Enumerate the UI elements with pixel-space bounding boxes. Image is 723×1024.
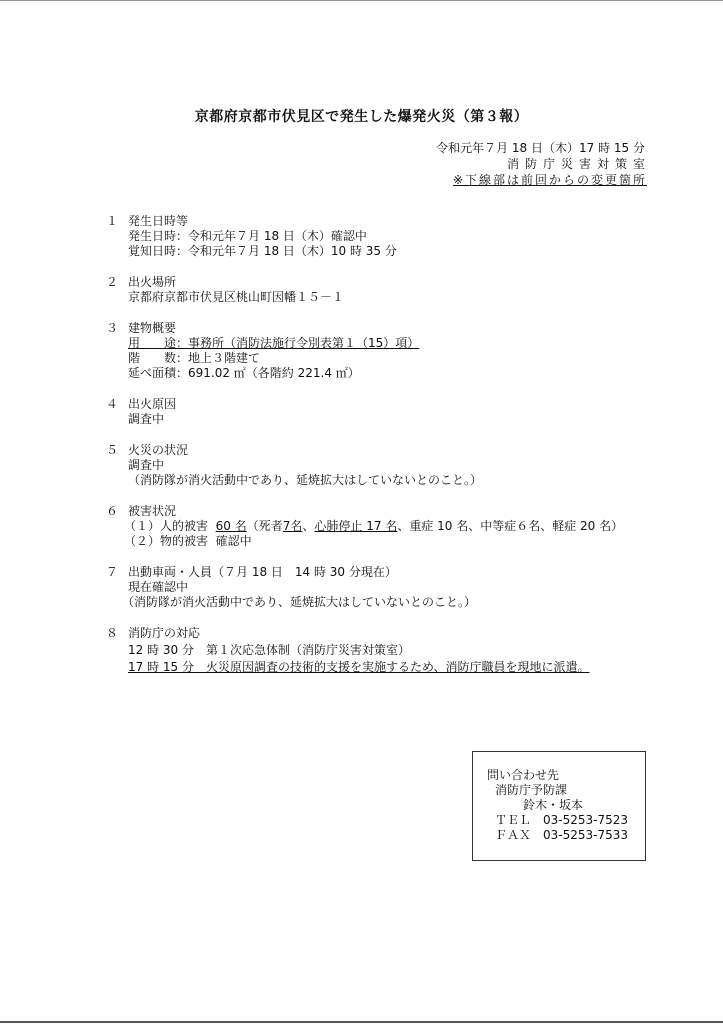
section-number: ３ xyxy=(106,321,119,335)
contact-box xyxy=(472,751,646,861)
human-damage-rest: 、重症 10 名、中等症６名、軽症 20 名） xyxy=(397,519,624,533)
section-number: ４ xyxy=(106,397,119,411)
section-cause xyxy=(106,397,666,427)
section-heading: 出火原因 xyxy=(128,397,177,411)
fire-status: 調査中 xyxy=(128,458,165,472)
section-dispatch xyxy=(106,565,666,610)
human-damage-label: （１）人的被害 xyxy=(124,519,209,533)
section-number: ８ xyxy=(106,626,119,640)
response-entry: 12 時 30 分 第１次応急体制（消防庁災害対策室） xyxy=(128,643,410,657)
section-number: ７ xyxy=(106,565,119,579)
human-damage-sep: 、 xyxy=(302,519,315,533)
section-location xyxy=(106,275,666,305)
section-number: ６ xyxy=(106,504,119,518)
human-damage-dead: 7名 xyxy=(282,519,303,533)
property-damage xyxy=(124,534,666,549)
building-use: 用 途：事務所（消防法施行令別表第１（15）項） xyxy=(128,336,420,350)
section-heading: 被害状況 xyxy=(128,504,177,518)
detection-datetime: 覚知日時：令和元年７月 18 日（木）10 時 35 分 xyxy=(128,244,397,258)
section-number: １ xyxy=(106,214,119,228)
section-damage xyxy=(106,504,666,549)
response-entry-new: 17 時 15 分 火災原因調査の技術的支援を実施するため、消防庁職員を現地に派遣。 xyxy=(128,660,590,674)
property-damage-label: （２）物的被害 xyxy=(124,534,209,548)
occurrence-datetime: 発生日時：令和元年７月 18 日（木）確認中 xyxy=(128,229,367,243)
section-heading: 出動車両・人員（７月 18 日 14 時 30 分現在） xyxy=(128,565,397,579)
document-title: 京都府京都市伏見区で発生した爆発火災（第３報） xyxy=(194,109,529,125)
dispatch-status: 現在確認中 xyxy=(128,580,189,594)
section-fdma-response xyxy=(106,626,666,675)
section-building xyxy=(106,321,666,381)
building-area: 延べ面積：691.02 ㎡（各階約 221.4 ㎡） xyxy=(128,366,360,380)
human-damage-open: （死者 xyxy=(246,519,283,533)
cause-status: 調査中 xyxy=(128,412,165,426)
section-heading: 建物概要 xyxy=(128,321,177,335)
section-heading: 出火場所 xyxy=(128,275,177,289)
change-note: ※下線部は前回からの変更箇所 xyxy=(452,173,647,187)
issue-datetime: 令和元年７月 18 日（木）17 時 15 分 xyxy=(436,141,645,155)
section-heading: 発生日時等 xyxy=(128,214,189,228)
contact-heading: 問い合わせ先 xyxy=(487,768,560,782)
document-header xyxy=(436,140,651,188)
building-floors: 階 数：地上３階建て xyxy=(128,351,261,365)
contact-names: 鈴木・坂本 xyxy=(523,798,584,812)
page-top-border xyxy=(0,0,723,1)
issuing-agency: 消防庁災害対策室 xyxy=(506,157,651,171)
section-fire-status xyxy=(106,443,666,488)
contact-tel: ＴＥＬ 03-5253-7523 xyxy=(495,813,629,827)
section-occurrence xyxy=(106,214,666,259)
human-damage-total: 60 名 xyxy=(215,519,247,533)
human-damage xyxy=(124,519,666,534)
dispatch-status-detail: （消防隊が消火活動中であり、延焼拡大はしていないとのこと。） xyxy=(122,595,477,609)
section-heading: 火災の状況 xyxy=(128,443,189,457)
fire-status-detail: （消防隊が消火活動中であり、延焼拡大はしていないとのこと。） xyxy=(128,473,483,487)
contact-fax: ＦＡＸ 03-5253-7533 xyxy=(495,828,629,842)
page-bottom-border xyxy=(0,1021,723,1023)
section-heading: 消防庁の対応 xyxy=(128,626,201,640)
contact-department: 消防庁予防課 xyxy=(495,783,568,797)
property-damage-value: 確認中 xyxy=(215,534,252,548)
fire-address: 京都府京都市伏見区桃山町因幡１５－１ xyxy=(128,290,345,304)
report-body xyxy=(106,214,666,691)
human-damage-cpa: 心肺停止 17 名 xyxy=(314,519,398,533)
section-number: ２ xyxy=(106,275,119,289)
section-number: ５ xyxy=(106,443,119,457)
